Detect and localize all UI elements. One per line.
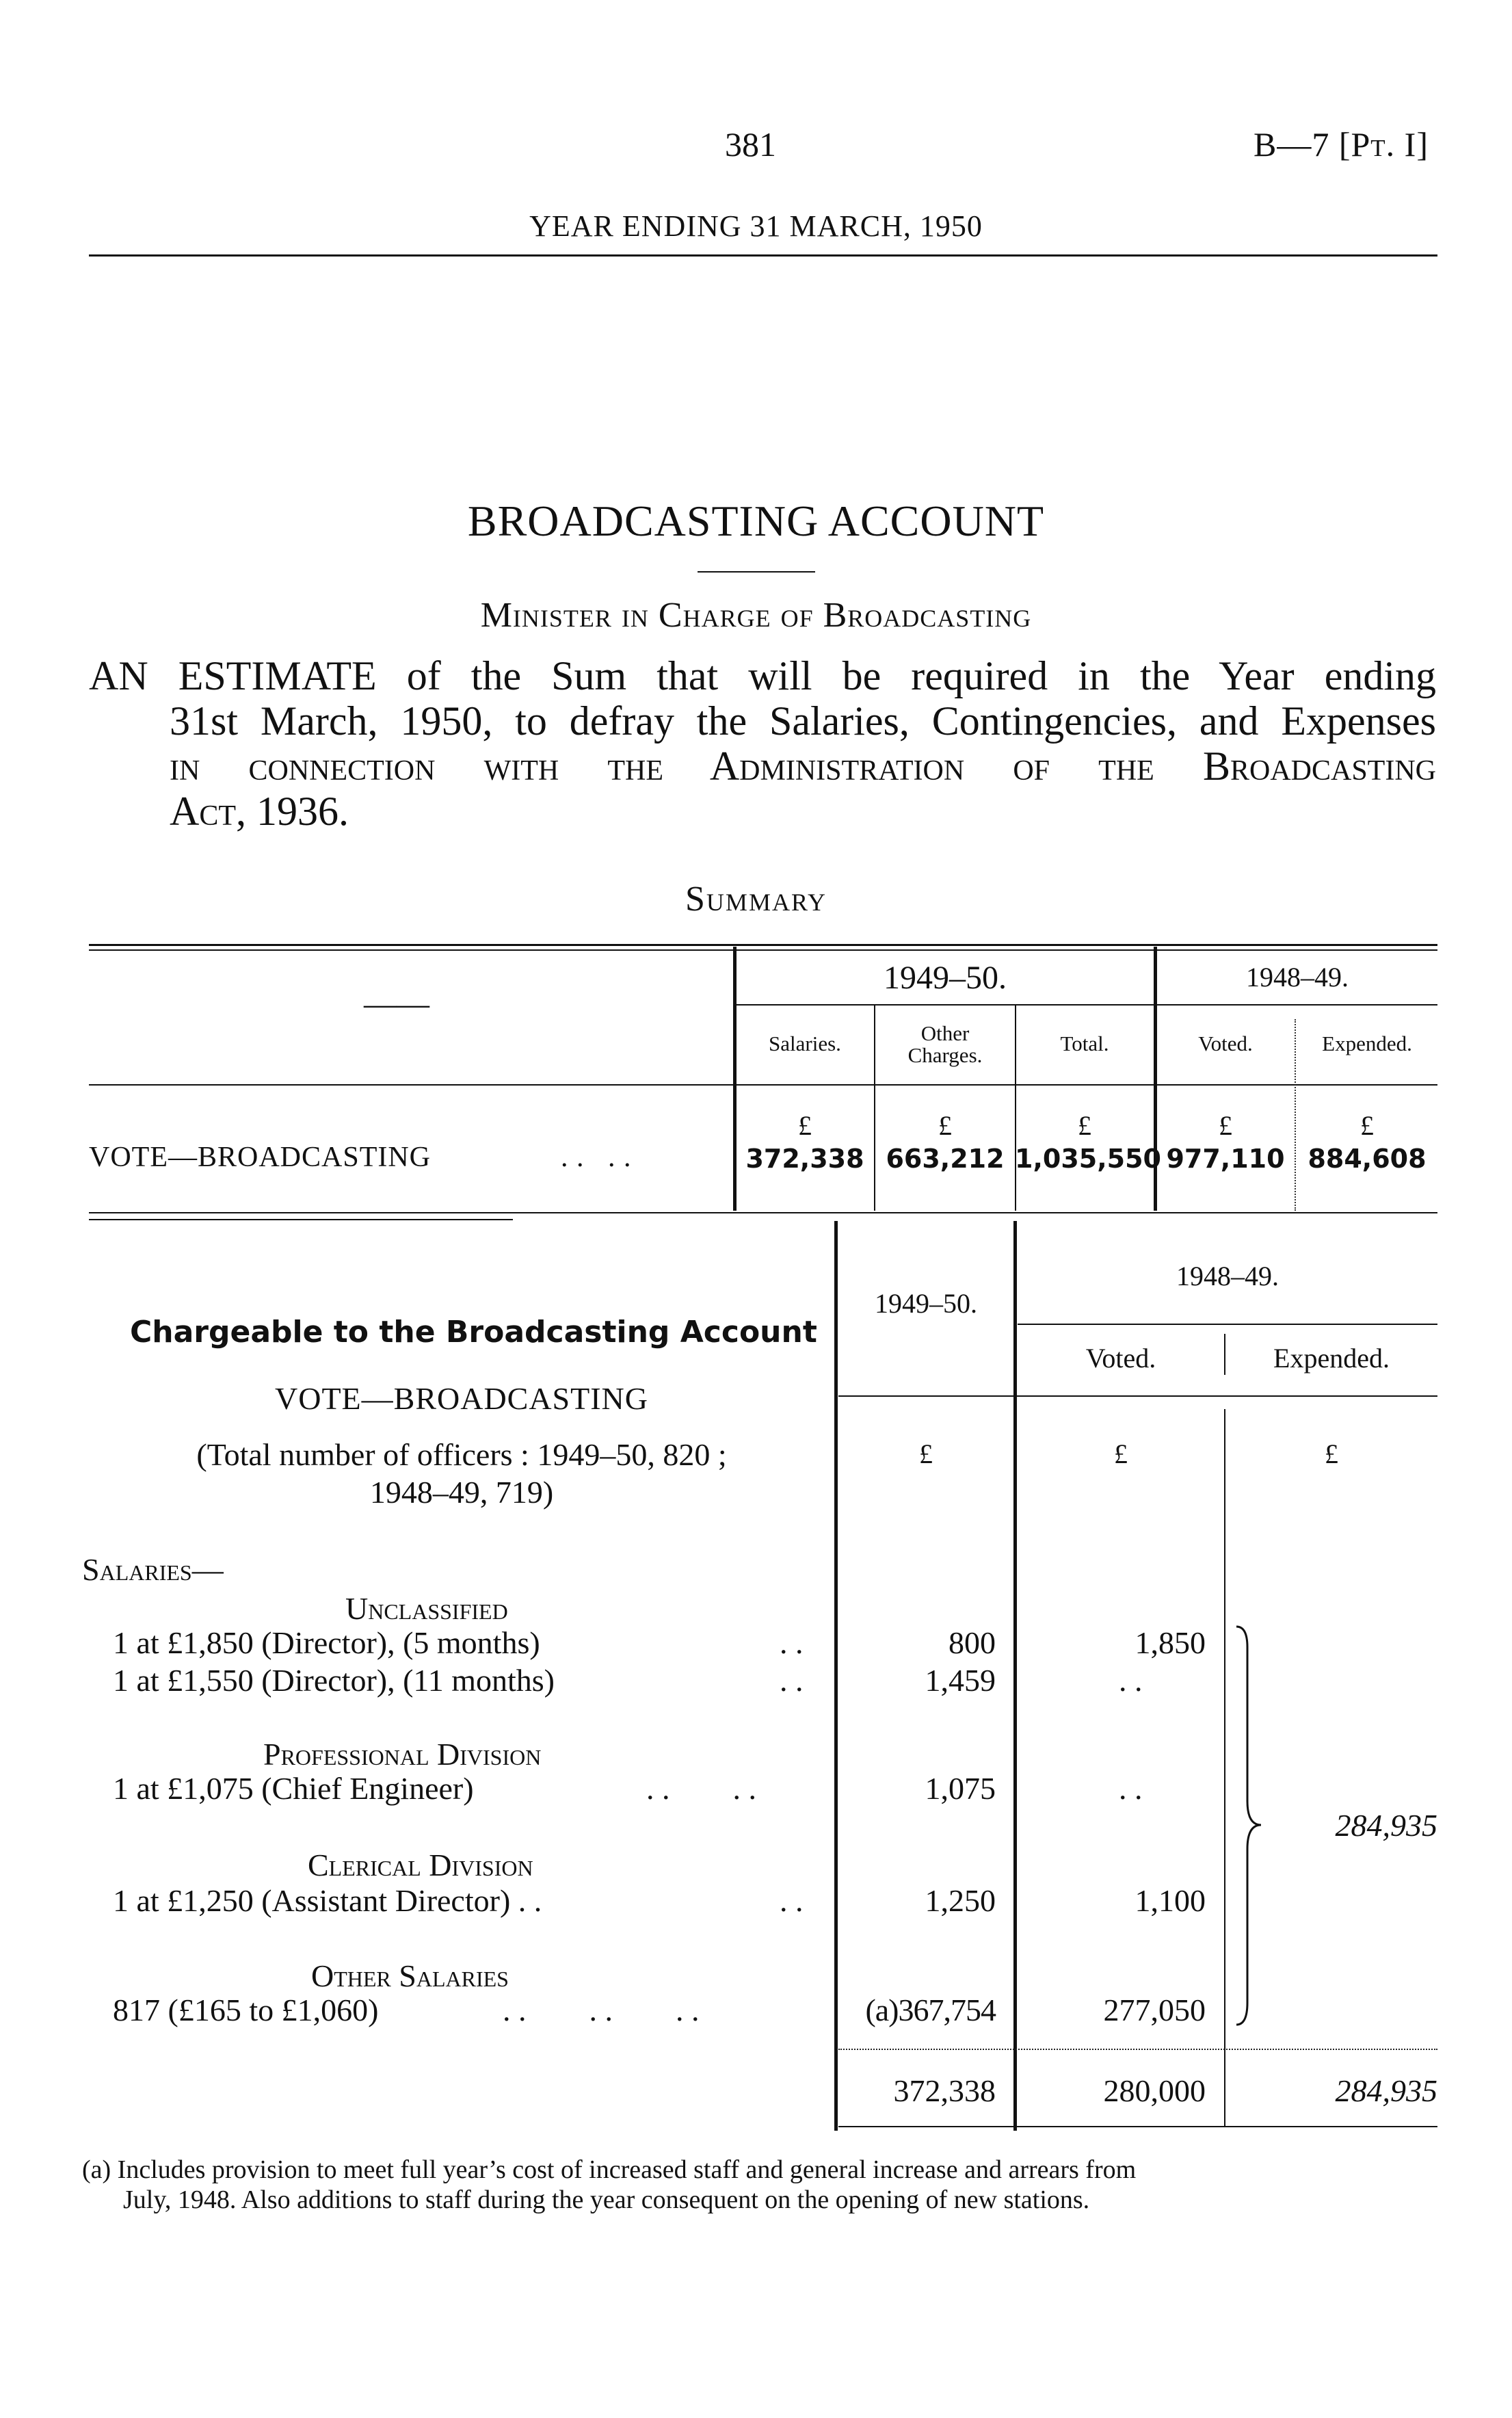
group-heading-other: Other Salaries — [311, 1958, 509, 1993]
page-number: 381 — [725, 125, 776, 163]
salary-voted-value: 1,850 — [1135, 1625, 1206, 1660]
detail-col-expended: Expended. — [1273, 1343, 1390, 1374]
currency-symbol: £ — [1219, 1110, 1232, 1141]
summary-voted-value: 977,110 — [1166, 1144, 1285, 1174]
summary-sub-total: Total. — [1060, 1031, 1109, 1055]
salary-voted-value: 277,050 — [1103, 1993, 1206, 2027]
group-heading-clerical: Clerical Division — [308, 1848, 533, 1882]
currency-symbol: £ — [1114, 1438, 1128, 1469]
summary-other-value: 663,212 — [886, 1144, 1005, 1174]
footnote — [82, 2155, 1436, 2215]
salary-1949-value: 1,075 — [925, 1771, 996, 1806]
detail-vote-label: VOTE—BROADCASTING — [275, 1381, 648, 1416]
account-title: BROADCASTING ACCOUNT — [467, 497, 1045, 545]
summary-stub-dash: —— — [364, 986, 429, 1022]
leader-dots: . . — [780, 1625, 804, 1660]
salary-1949-value: 800 — [949, 1625, 996, 1660]
table-rule — [838, 1395, 1437, 1397]
total-expended-value: 284,935 — [1335, 2073, 1437, 2108]
summary-title: Summary — [685, 880, 827, 919]
column-rule — [1224, 1409, 1225, 2127]
currency-symbol: £ — [938, 1110, 952, 1141]
detail-col-1949-50: 1949–50. — [875, 1288, 977, 1319]
summary-sub-voted: Voted. — [1198, 1031, 1253, 1055]
salary-voted-value: . . — [1119, 1663, 1143, 1698]
salary-row-label: 1 at £1,850 (Director), (5 months) — [113, 1625, 540, 1660]
estimate-paragraph — [89, 653, 1436, 834]
footnote-line: (a) Includes provision to meet full year’s cost of increased staff and general increase and arrears from — [82, 2155, 1137, 2184]
footnote-line: July, 1948. Also additions to staff during the year consequent on the opening of new stations. — [123, 2185, 1090, 2214]
table-rule — [838, 2126, 1437, 2127]
header-rule — [89, 254, 1437, 257]
officers-line: (Total number of officers : 1949–50, 820 ; — [196, 1437, 727, 1472]
summary-sub-other: Other Charges. — [907, 1021, 983, 1067]
table-rule — [1018, 1324, 1437, 1325]
salary-row-label: 1 at £1,075 (Chief Engineer) — [113, 1771, 474, 1806]
salary-row-label: 817 (£165 to £1,060) — [113, 1993, 379, 2027]
salary-row-label: 1 at £1,550 (Director), (11 months) — [113, 1663, 555, 1698]
group-heading-unclassified: Unclassified — [345, 1591, 508, 1626]
currency-symbol: £ — [1325, 1438, 1338, 1469]
estimate-line: 31st March, 1950, to defray the Salaries, Contingencies, and Expenses — [170, 698, 1436, 744]
table-rule — [89, 1084, 1437, 1086]
salary-1949-value: (a)367,754 — [865, 1993, 996, 2027]
salary-1949-value: 1,459 — [925, 1663, 996, 1698]
leader-dots: . . . . — [646, 1771, 756, 1806]
year-heading: YEAR ENDING 31 MARCH, 1950 — [529, 209, 983, 243]
leader-dots: . . — [780, 1663, 804, 1698]
detail-col-1948-49: 1948–49. — [1176, 1261, 1279, 1291]
table-rule — [89, 944, 1437, 946]
summary-row-label: VOTE—BROADCASTING — [89, 1142, 431, 1173]
total-1949-value: 372,338 — [893, 2073, 996, 2108]
column-rule — [1013, 1221, 1017, 2131]
leader-dots: . . — [780, 1883, 804, 1918]
salary-1949-value: 1,250 — [925, 1883, 996, 1918]
estimate-line: AN ESTIMATE of the Sum that will be required in the Year ending — [89, 653, 1436, 698]
currency-symbol: £ — [798, 1110, 812, 1141]
salary-row-label: 1 at £1,250 (Assistant Director) . . — [113, 1883, 542, 1918]
right-brace-icon — [1231, 1620, 1272, 2030]
leader-dots: . . . . — [561, 1142, 632, 1173]
summary-col-1948-49: 1948–49. — [1246, 962, 1349, 993]
table-rule — [89, 1219, 513, 1220]
summary-col-1949-50: 1949–50. — [884, 960, 1007, 996]
expended-bracket-value: 284,935 — [1335, 1808, 1437, 1843]
total-voted-value: 280,000 — [1103, 2073, 1206, 2108]
summary-sub-salaries: Salaries. — [769, 1031, 841, 1055]
column-rule — [1295, 1019, 1296, 1211]
minister-heading: Minister in Charge of Broadcasting — [480, 596, 1032, 635]
currency-symbol: £ — [919, 1438, 933, 1469]
estimate-line: Act, 1936. — [170, 789, 349, 834]
currency-symbol: £ — [1360, 1110, 1374, 1141]
salaries-label: Salaries— — [82, 1552, 224, 1587]
table-rule — [89, 949, 1437, 951]
summary-salaries-value: 372,338 — [745, 1144, 864, 1174]
table-rule — [736, 1004, 1437, 1006]
officers-line: 1948–49, 719) — [369, 1475, 554, 1510]
summary-total-value: 1,035,550 — [1015, 1144, 1161, 1174]
detail-col-voted: Voted. — [1085, 1343, 1156, 1374]
group-heading-professional: Professional Division — [263, 1737, 542, 1772]
detail-heading: Chargeable to the Broadcasting Account — [130, 1315, 817, 1350]
part-reference: B—7 [Pt. I] — [1254, 125, 1429, 163]
table-rule — [89, 1212, 1437, 1213]
summary-expended-value: 884,608 — [1308, 1144, 1427, 1174]
estimate-line: in connection with the Administration of the Broadcasting — [170, 744, 1436, 789]
summary-sub-expended: Expended. — [1322, 1031, 1412, 1055]
currency-symbol: £ — [1078, 1110, 1091, 1141]
title-rule — [698, 571, 815, 573]
table-rule — [838, 2049, 1437, 2050]
leader-dots: . . . . . . — [503, 1993, 700, 2027]
salary-voted-value: 1,100 — [1135, 1883, 1206, 1918]
salary-voted-value: . . — [1119, 1771, 1143, 1806]
